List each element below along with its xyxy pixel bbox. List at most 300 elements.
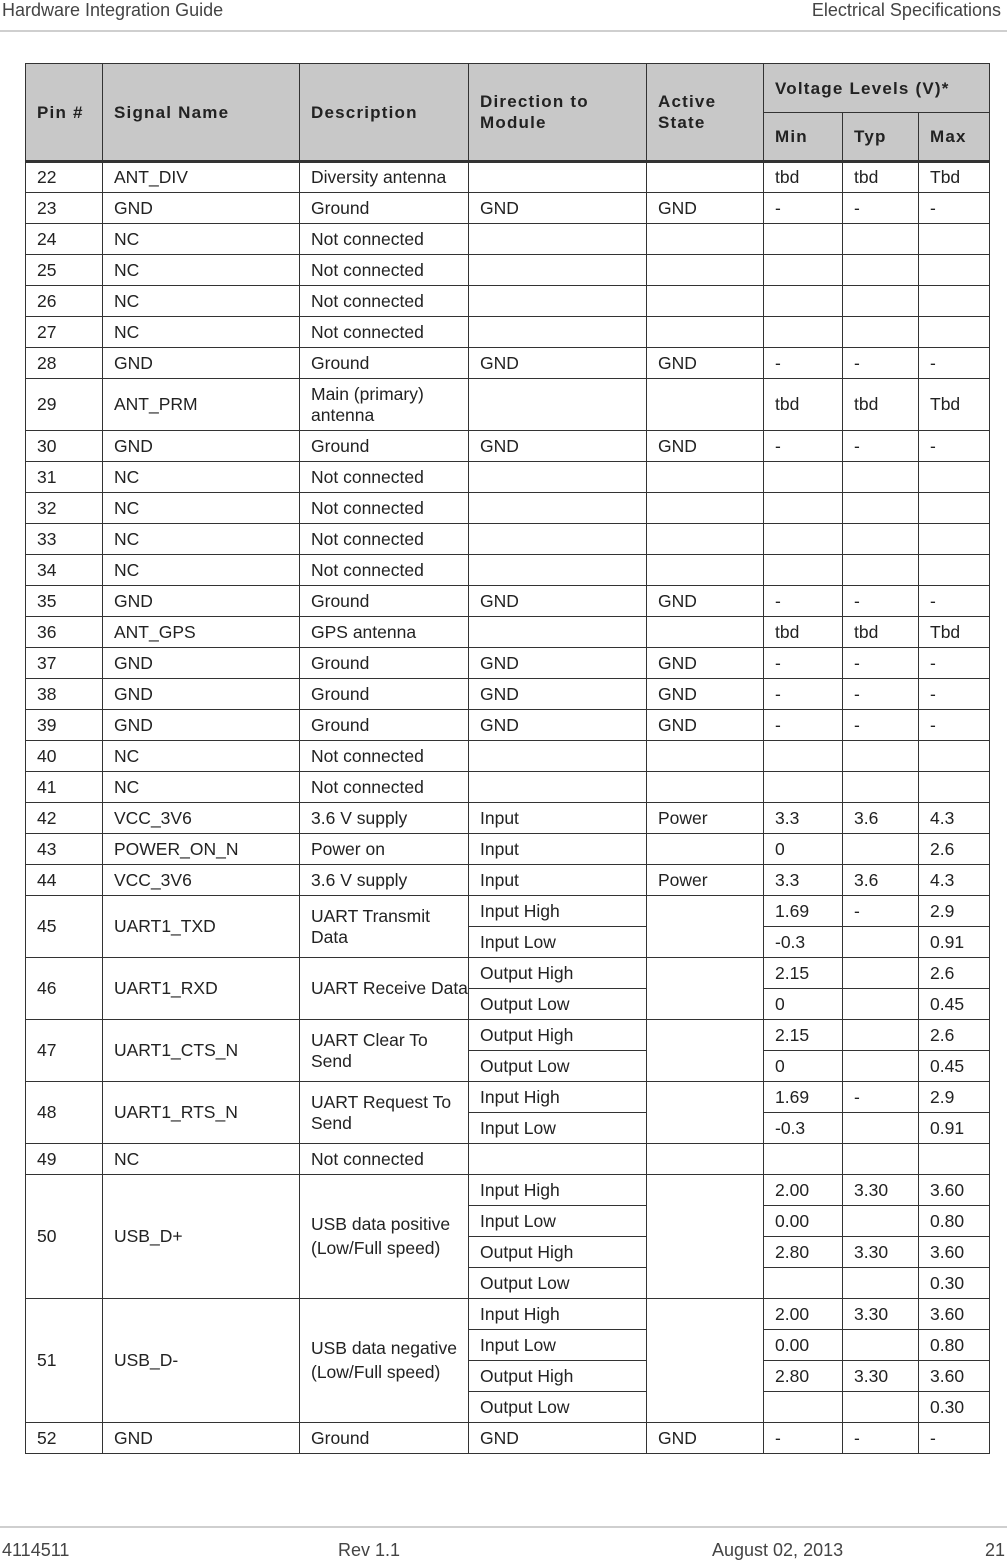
max-cell [919, 1144, 990, 1175]
max-cell [919, 255, 990, 286]
direction-cell: Output Low [469, 1268, 647, 1299]
signal-cell: POWER_ON_N [103, 834, 300, 865]
direction-cell [469, 524, 647, 555]
typ-cell: - [843, 648, 919, 679]
direction-cell: GND [469, 193, 647, 224]
typ-cell: - [843, 1423, 919, 1454]
active-state-cell [647, 741, 764, 772]
table-row [26, 679, 990, 710]
min-cell: - [764, 1423, 843, 1454]
pin-cell: 38 [26, 679, 103, 710]
pin-cell: 41 [26, 772, 103, 803]
active-state-cell [647, 772, 764, 803]
min-cell [764, 772, 843, 803]
active-state-cell [647, 1144, 764, 1175]
typ-cell [843, 462, 919, 493]
description-cell: Main (primary) antenna [300, 379, 469, 431]
max-cell: 0.91 [919, 1113, 990, 1144]
direction-cell [469, 462, 647, 493]
signal-cell: NC [103, 524, 300, 555]
max-cell [919, 555, 990, 586]
signal-cell: GND [103, 193, 300, 224]
min-cell: 2.80 [764, 1237, 843, 1268]
description-text: USB data negative [311, 1338, 457, 1358]
table-row [26, 462, 990, 493]
min-cell: - [764, 679, 843, 710]
table-body [26, 162, 990, 1454]
pin-cell: 42 [26, 803, 103, 834]
typ-cell [843, 741, 919, 772]
min-cell: 0 [764, 1051, 843, 1082]
typ-cell: - [843, 679, 919, 710]
max-cell [919, 286, 990, 317]
max-cell: 0.30 [919, 1392, 990, 1423]
signal-cell: NC [103, 493, 300, 524]
active-state-cell: GND [647, 648, 764, 679]
min-cell: 2.15 [764, 1020, 843, 1051]
direction-cell: Input High [469, 896, 647, 927]
signal-cell: GND [103, 710, 300, 741]
signal-cell: ANT_GPS [103, 617, 300, 648]
pin-cell: 25 [26, 255, 103, 286]
signal-cell: NC [103, 286, 300, 317]
active-state-cell: GND [647, 1423, 764, 1454]
typ-cell: 3.30 [843, 1361, 919, 1392]
active-state-cell [647, 1020, 764, 1082]
min-cell: -0.3 [764, 1113, 843, 1144]
description-cell: Not connected [300, 317, 469, 348]
col-min: Min [764, 113, 843, 162]
description-cell [300, 1299, 469, 1423]
direction-cell [469, 772, 647, 803]
active-state-cell: GND [647, 710, 764, 741]
description-cell [300, 1175, 469, 1299]
typ-cell: - [843, 193, 919, 224]
direction-cell [469, 379, 647, 431]
description-cell: Not connected [300, 493, 469, 524]
max-cell: 0.45 [919, 989, 990, 1020]
active-state-cell [647, 834, 764, 865]
direction-cell [469, 224, 647, 255]
direction-cell: GND [469, 431, 647, 462]
table-row [26, 317, 990, 348]
min-cell: tbd [764, 379, 843, 431]
description-cell: GPS antenna [300, 617, 469, 648]
min-cell [764, 1268, 843, 1299]
typ-cell: - [843, 431, 919, 462]
active-state-cell [647, 1082, 764, 1144]
min-cell [764, 224, 843, 255]
min-cell: - [764, 648, 843, 679]
typ-cell [843, 1051, 919, 1082]
direction-cell: Input [469, 834, 647, 865]
col-pin: Pin # [26, 64, 103, 162]
max-cell: 2.6 [919, 834, 990, 865]
header-section: Electrical Specifications [811, 0, 1001, 20]
typ-cell: - [843, 586, 919, 617]
signal-cell: NC [103, 255, 300, 286]
table-row [26, 286, 990, 317]
min-cell: 3.3 [764, 803, 843, 834]
direction-cell [469, 162, 647, 193]
pin-cell: 24 [26, 224, 103, 255]
pin-cell: 30 [26, 431, 103, 462]
typ-cell: tbd [843, 379, 919, 431]
col-active: Active State [647, 64, 764, 162]
direction-cell: GND [469, 679, 647, 710]
signal-cell: USB_D+ [103, 1175, 300, 1299]
direction-cell [469, 286, 647, 317]
description-text: UART Receive Data [311, 978, 468, 998]
description-cell: Ground [300, 431, 469, 462]
active-state-cell: GND [647, 193, 764, 224]
table-row [26, 1144, 990, 1175]
direction-cell: GND [469, 648, 647, 679]
direction-cell [469, 317, 647, 348]
typ-cell [843, 255, 919, 286]
table-row [26, 834, 990, 865]
typ-cell: tbd [843, 617, 919, 648]
max-cell: 3.60 [919, 1237, 990, 1268]
typ-cell [843, 224, 919, 255]
col-description: Description [300, 64, 469, 162]
direction-cell: GND [469, 586, 647, 617]
signal-cell: GND [103, 431, 300, 462]
pin-cell: 44 [26, 865, 103, 896]
signal-cell: NC [103, 462, 300, 493]
signal-cell: NC [103, 1144, 300, 1175]
min-cell: 3.3 [764, 865, 843, 896]
min-cell: 2.80 [764, 1361, 843, 1392]
typ-cell [843, 1330, 919, 1361]
min-cell: 0.00 [764, 1330, 843, 1361]
description-cell: Ground [300, 679, 469, 710]
table-row [26, 1299, 990, 1330]
direction-cell: Input Low [469, 927, 647, 958]
typ-cell [843, 555, 919, 586]
description-cell: 3.6 V supply [300, 865, 469, 896]
min-cell: 2.00 [764, 1299, 843, 1330]
min-cell [764, 493, 843, 524]
typ-cell: - [843, 1082, 919, 1113]
active-state-cell [647, 555, 764, 586]
description-cell: Ground [300, 348, 469, 379]
pin-cell: 46 [26, 958, 103, 1020]
table-row [26, 255, 990, 286]
max-cell: - [919, 586, 990, 617]
typ-cell [843, 958, 919, 989]
max-cell: 4.3 [919, 803, 990, 834]
min-cell: - [764, 193, 843, 224]
direction-cell: Input High [469, 1082, 647, 1113]
typ-cell: - [843, 896, 919, 927]
typ-cell: 3.6 [843, 865, 919, 896]
table-row [26, 431, 990, 462]
direction-cell: Output Low [469, 989, 647, 1020]
max-cell: - [919, 193, 990, 224]
direction-cell [469, 255, 647, 286]
min-cell [764, 462, 843, 493]
direction-cell: GND [469, 710, 647, 741]
pin-cell: 31 [26, 462, 103, 493]
description-text: UART Clear To Send [311, 1029, 428, 1071]
direction-cell: GND [469, 348, 647, 379]
max-cell: 2.9 [919, 896, 990, 927]
pin-cell: 35 [26, 586, 103, 617]
active-state-cell: GND [647, 431, 764, 462]
description-note: (Low/Full speed) [311, 1238, 441, 1258]
signal-cell: NC [103, 224, 300, 255]
signal-cell: NC [103, 772, 300, 803]
table-row [26, 865, 990, 896]
typ-cell [843, 1020, 919, 1051]
pin-cell: 27 [26, 317, 103, 348]
description-text: USB data positive [311, 1214, 451, 1234]
description-cell [300, 958, 469, 1020]
description-cell [300, 1082, 469, 1144]
description-cell: Not connected [300, 772, 469, 803]
typ-cell [843, 1113, 919, 1144]
active-state-cell: GND [647, 348, 764, 379]
max-cell [919, 462, 990, 493]
table-row [26, 162, 990, 193]
direction-cell: Input [469, 865, 647, 896]
min-cell: 2.15 [764, 958, 843, 989]
signal-cell: UART1_TXD [103, 896, 300, 958]
max-cell [919, 524, 990, 555]
signal-cell: VCC_3V6 [103, 865, 300, 896]
direction-cell [469, 493, 647, 524]
col-direction: Direction to Module [469, 64, 647, 162]
table-row [26, 1175, 990, 1206]
description-cell: Ground [300, 710, 469, 741]
active-state-cell [647, 255, 764, 286]
signal-cell: VCC_3V6 [103, 803, 300, 834]
table-row [26, 896, 990, 927]
table-row [26, 741, 990, 772]
direction-cell: Input Low [469, 1206, 647, 1237]
pin-cell: 28 [26, 348, 103, 379]
col-max: Max [919, 113, 990, 162]
table-row [26, 524, 990, 555]
max-cell: 0.80 [919, 1206, 990, 1237]
page-header [0, 0, 1007, 32]
typ-cell: 3.6 [843, 803, 919, 834]
pin-cell: 29 [26, 379, 103, 431]
description-cell: Diversity antenna [300, 162, 469, 193]
direction-cell [469, 741, 647, 772]
signal-cell: UART1_RXD [103, 958, 300, 1020]
typ-cell [843, 524, 919, 555]
description-text: UART Request To Send [311, 1091, 452, 1133]
typ-cell [843, 834, 919, 865]
direction-cell: Output High [469, 1361, 647, 1392]
max-cell: 0.91 [919, 927, 990, 958]
direction-cell: Output High [469, 1020, 647, 1051]
active-state-cell [647, 1175, 764, 1299]
description-cell: 3.6 V supply [300, 803, 469, 834]
max-cell: 2.9 [919, 1082, 990, 1113]
max-cell [919, 317, 990, 348]
min-cell [764, 255, 843, 286]
table-row [26, 803, 990, 834]
pin-cell: 47 [26, 1020, 103, 1082]
max-cell: - [919, 679, 990, 710]
min-cell: 1.69 [764, 896, 843, 927]
signal-cell: NC [103, 555, 300, 586]
active-state-cell [647, 462, 764, 493]
max-cell [919, 741, 990, 772]
active-state-cell [647, 896, 764, 958]
description-text: UART Transmit Data [311, 905, 430, 947]
col-voltage: Voltage Levels (V)* [764, 64, 990, 113]
max-cell: 0.80 [919, 1330, 990, 1361]
max-cell: - [919, 348, 990, 379]
typ-cell: 3.30 [843, 1175, 919, 1206]
description-cell: Not connected [300, 524, 469, 555]
description-cell: Ground [300, 193, 469, 224]
pin-table [25, 63, 990, 1454]
pin-cell: 34 [26, 555, 103, 586]
direction-cell [469, 617, 647, 648]
pin-cell: 48 [26, 1082, 103, 1144]
min-cell: - [764, 348, 843, 379]
pin-cell: 49 [26, 1144, 103, 1175]
signal-cell: UART1_RTS_N [103, 1082, 300, 1144]
max-cell: Tbd [919, 379, 990, 431]
header-title: Hardware Integration Guide [2, 0, 224, 20]
typ-cell [843, 1392, 919, 1423]
direction-cell: GND [469, 1423, 647, 1454]
active-state-cell: GND [647, 679, 764, 710]
max-cell: 0.30 [919, 1268, 990, 1299]
table-row [26, 648, 990, 679]
table-row [26, 1020, 990, 1051]
active-state-cell [647, 493, 764, 524]
page-footer [0, 1526, 1007, 1562]
max-cell: 0.45 [919, 1051, 990, 1082]
signal-cell: GND [103, 586, 300, 617]
min-cell: - [764, 710, 843, 741]
description-cell [300, 896, 469, 958]
max-cell: 3.60 [919, 1175, 990, 1206]
signal-cell: NC [103, 741, 300, 772]
max-cell: 4.3 [919, 865, 990, 896]
min-cell: 2.00 [764, 1175, 843, 1206]
active-state-cell [647, 617, 764, 648]
pin-cell: 52 [26, 1423, 103, 1454]
signal-cell: GND [103, 348, 300, 379]
max-cell [919, 772, 990, 803]
col-typ: Typ [843, 113, 919, 162]
max-cell: 2.6 [919, 1020, 990, 1051]
signal-cell: UART1_CTS_N [103, 1020, 300, 1082]
description-cell [300, 1020, 469, 1082]
pin-cell: 22 [26, 162, 103, 193]
signal-cell: ANT_DIV [103, 162, 300, 193]
active-state-cell [647, 379, 764, 431]
table-row [26, 224, 990, 255]
pin-cell: 33 [26, 524, 103, 555]
typ-cell: - [843, 710, 919, 741]
typ-cell [843, 772, 919, 803]
direction-cell: Input High [469, 1299, 647, 1330]
description-cell: Power on [300, 834, 469, 865]
table-row [26, 379, 990, 431]
typ-cell: 3.30 [843, 1299, 919, 1330]
date: August 02, 2013 [712, 1540, 844, 1560]
direction-cell: Input High [469, 1175, 647, 1206]
description-cell: Ground [300, 1423, 469, 1454]
typ-cell [843, 1144, 919, 1175]
min-cell [764, 1392, 843, 1423]
revision: Rev 1.1 [338, 1540, 401, 1560]
table-row [26, 1082, 990, 1113]
max-cell: - [919, 710, 990, 741]
min-cell: 1.69 [764, 1082, 843, 1113]
min-cell: 0 [764, 989, 843, 1020]
typ-cell [843, 989, 919, 1020]
max-cell: 2.6 [919, 958, 990, 989]
active-state-cell [647, 317, 764, 348]
typ-cell [843, 1268, 919, 1299]
min-cell: 0.00 [764, 1206, 843, 1237]
pin-cell: 23 [26, 193, 103, 224]
description-cell: Not connected [300, 255, 469, 286]
description-cell: Not connected [300, 741, 469, 772]
min-cell [764, 317, 843, 348]
max-cell: Tbd [919, 162, 990, 193]
active-state-cell [647, 1299, 764, 1423]
typ-cell [843, 286, 919, 317]
direction-cell [469, 1144, 647, 1175]
max-cell: Tbd [919, 617, 990, 648]
max-cell [919, 224, 990, 255]
description-cell: Not connected [300, 286, 469, 317]
pin-cell: 43 [26, 834, 103, 865]
description-cell: Not connected [300, 1144, 469, 1175]
table-row [26, 555, 990, 586]
direction-cell: Output Low [469, 1392, 647, 1423]
pin-cell: 37 [26, 648, 103, 679]
min-cell: tbd [764, 617, 843, 648]
signal-cell: USB_D- [103, 1299, 300, 1423]
direction-cell: Output Low [469, 1051, 647, 1082]
description-cell: Not connected [300, 462, 469, 493]
active-state-cell [647, 286, 764, 317]
typ-cell: tbd [843, 162, 919, 193]
direction-cell: Input Low [469, 1330, 647, 1361]
signal-cell: GND [103, 679, 300, 710]
table-row [26, 710, 990, 741]
table-row [26, 193, 990, 224]
doc-number: 4114511 [2, 1540, 70, 1560]
active-state-cell: Power [647, 803, 764, 834]
min-cell: -0.3 [764, 927, 843, 958]
pin-cell: 32 [26, 493, 103, 524]
typ-cell [843, 927, 919, 958]
table-row [26, 958, 990, 989]
typ-cell [843, 1206, 919, 1237]
typ-cell: 3.30 [843, 1237, 919, 1268]
active-state-cell: Power [647, 865, 764, 896]
min-cell: tbd [764, 162, 843, 193]
max-cell: - [919, 648, 990, 679]
description-note: (Low/Full speed) [311, 1362, 441, 1382]
description-cell: Ground [300, 586, 469, 617]
typ-cell [843, 317, 919, 348]
max-cell: 3.60 [919, 1361, 990, 1392]
